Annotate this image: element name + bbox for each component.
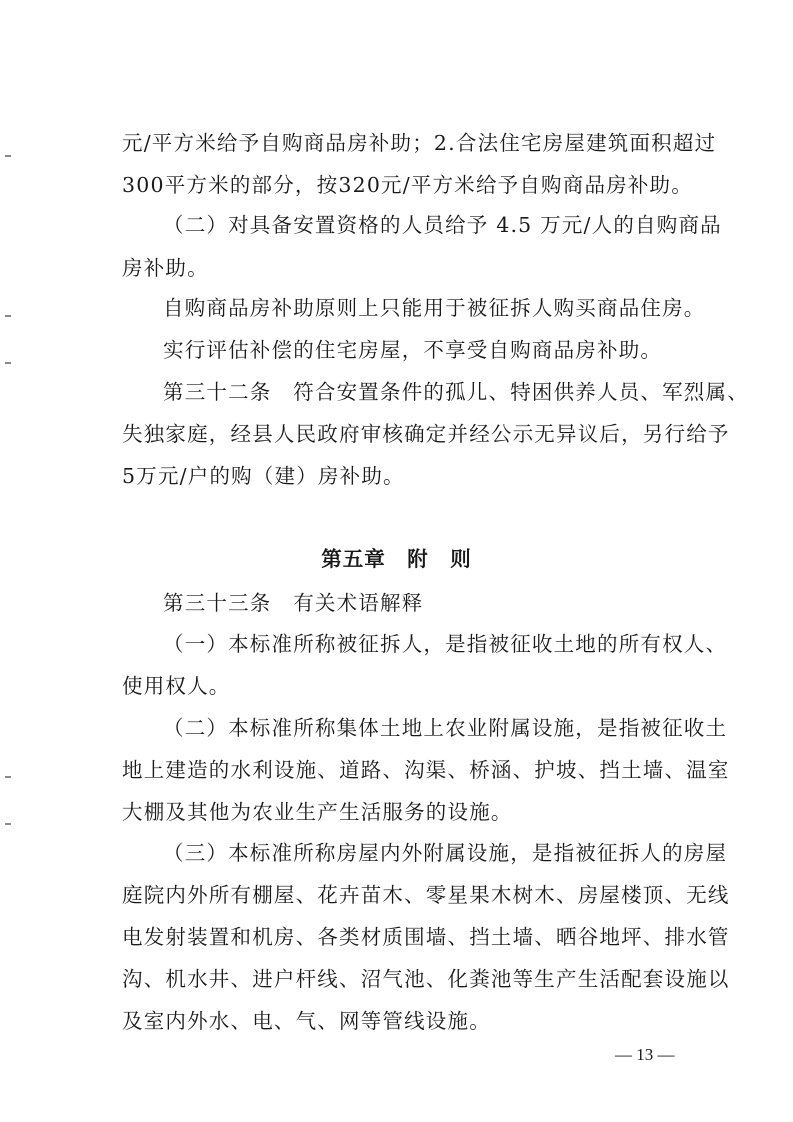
paragraph-line: 第三十二条 符合安置条件的孤儿、特困供养人员、军烈属、 bbox=[163, 380, 749, 404]
margin-speck bbox=[5, 155, 11, 157]
margin-speck bbox=[5, 776, 11, 778]
paragraph-line: （一）本标准所称被征拆人，是指被征收土地的所有权人、 bbox=[163, 632, 728, 656]
paragraph-line: （三）本标准所称房屋内外附属设施，是指被征拆人的房屋 bbox=[163, 841, 728, 865]
paragraph-line: 300平方米的部分，按320元/平方米给予自购商品房补助。 bbox=[122, 173, 693, 197]
paragraph-line: 自购商品房补助原则上只能用于被征拆人购买商品住房。 bbox=[163, 296, 706, 320]
page-number: — 13 — bbox=[615, 1045, 675, 1064]
paragraph-line: （二）本标准所称集体土地上农业附属设施，是指被征收土 bbox=[163, 716, 728, 740]
paragraph-line: 大棚及其他为农业生产生活服务的设施。 bbox=[122, 800, 513, 824]
paragraph-line: 5万元/户的购（建）房补助。 bbox=[122, 464, 405, 488]
margin-speck bbox=[5, 315, 11, 317]
paragraph-line: 房补助。 bbox=[122, 256, 209, 280]
paragraph-line: 实行评估补偿的住宅房屋，不享受自购商品房补助。 bbox=[163, 338, 663, 362]
paragraph-line: 沟、机水井、进户杆线、沼气池、化粪池等生产生活配套设施以 bbox=[122, 967, 730, 991]
paragraph-line: 元/平方米给予自购商品房补助；2.合法住宅房屋建筑面积超过 bbox=[122, 131, 717, 155]
margin-speck bbox=[5, 823, 11, 825]
paragraph-line: 及室内外水、电、气、网等管线设施。 bbox=[122, 1009, 491, 1033]
paragraph-line: 失独家庭，经县人民政府审核确定并经公示无异议后，另行给予 bbox=[122, 422, 730, 446]
chapter-heading: 第五章 附 则 bbox=[321, 547, 472, 571]
paragraph-line: 庭院内外所有棚屋、花卉苗木、零星果木树木、房屋楼顶、无线 bbox=[122, 883, 730, 907]
paragraph-line: 地上建造的水利设施、道路、沟渠、桥涵、护坡、挡土墙、温室 bbox=[122, 758, 730, 782]
paragraph-line: 电发射装置和机房、各类材质围墙、挡土墙、晒谷地坪、排水管 bbox=[122, 925, 730, 949]
paragraph-line: 使用权人。 bbox=[122, 674, 231, 698]
paragraph-line: （二）对具备安置资格的人员给予 4.5 万元/人的自购商品 bbox=[163, 213, 722, 237]
margin-speck bbox=[5, 362, 11, 364]
article-title: 第三十三条 有关术语解释 bbox=[163, 591, 424, 615]
